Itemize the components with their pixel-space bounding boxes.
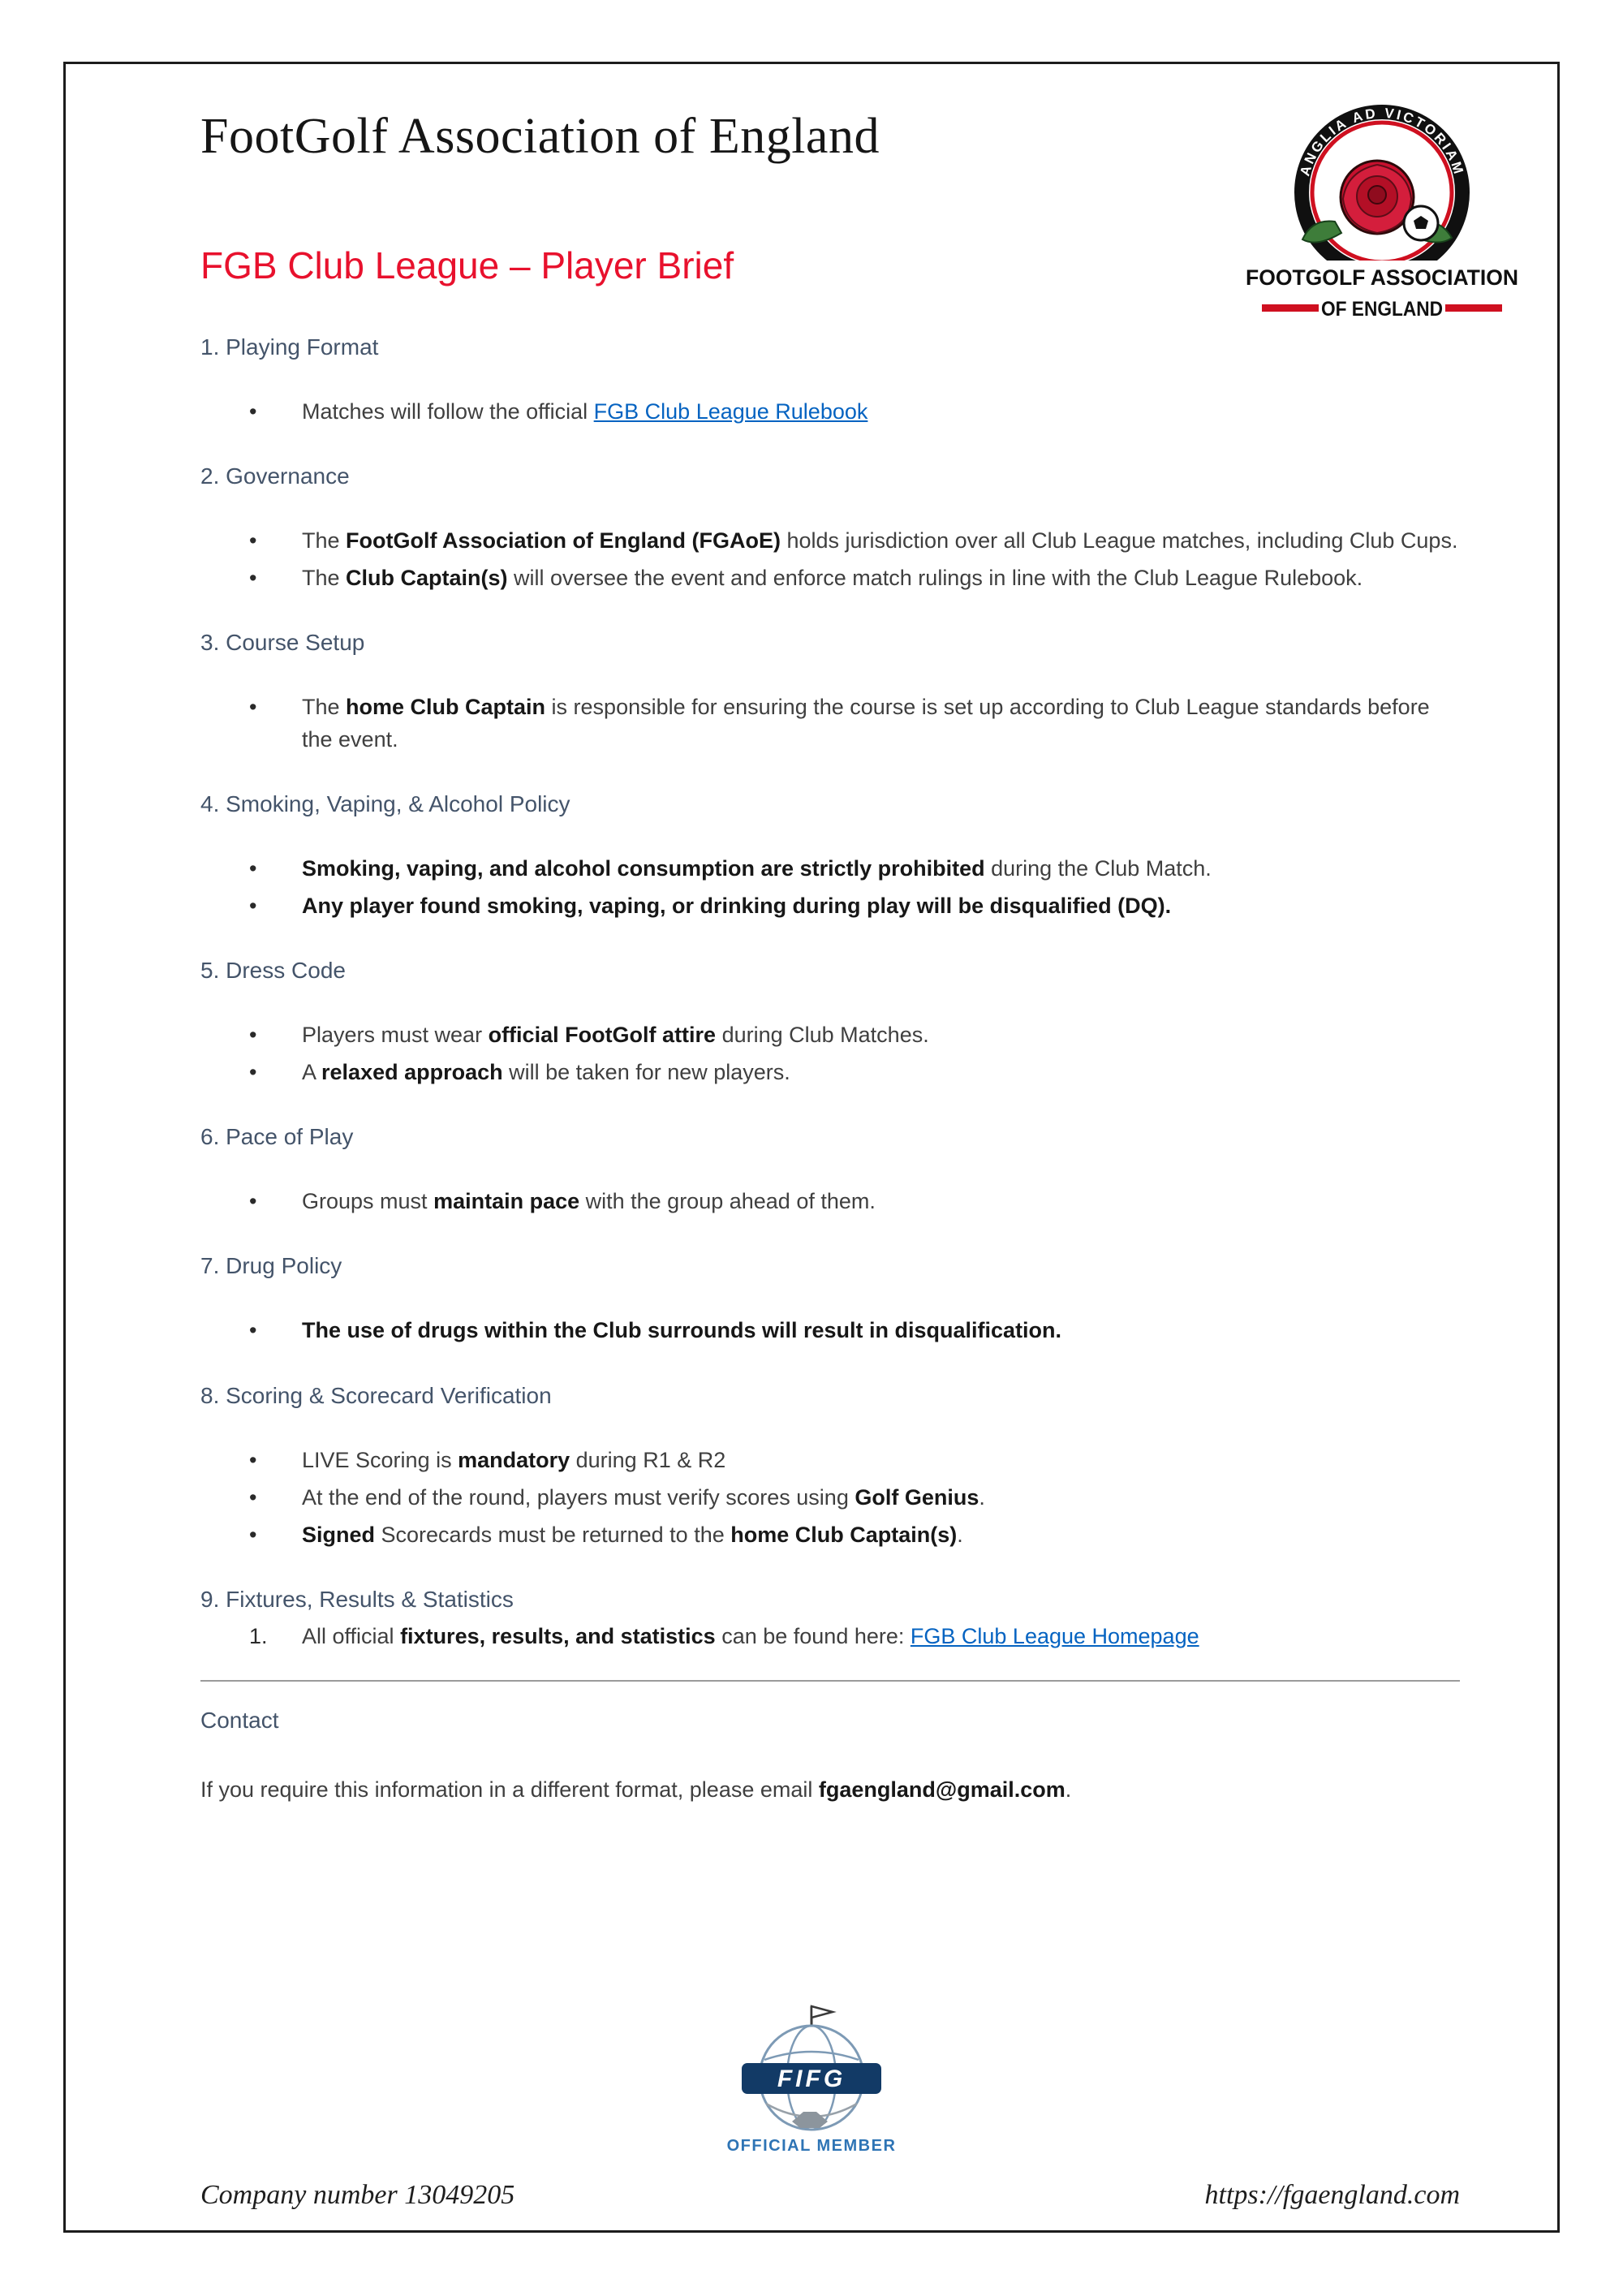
- bold-text: The use of drugs within the Club surrounds will result in disqualification.: [302, 1318, 1062, 1343]
- list-item: [200, 525, 1460, 557]
- fifg-label: FIFG: [777, 2066, 846, 2092]
- section-list: [200, 1621, 1460, 1652]
- bold-text: Golf Genius: [855, 1484, 979, 1510]
- website-url: https://fgaengland.com: [1204, 2180, 1460, 2210]
- bullet-icon: •: [249, 855, 257, 881]
- bullet-icon: •: [249, 1447, 257, 1472]
- list-item: [200, 1057, 1460, 1088]
- section-divider: [200, 1680, 1460, 1682]
- list-item: [200, 1019, 1460, 1051]
- list-item: [200, 1621, 1460, 1652]
- body-text: during R1 & R2: [570, 1447, 726, 1472]
- body-text: All official: [302, 1623, 401, 1648]
- body-text: Scorecards must be returned to the: [375, 1522, 731, 1547]
- page-title: FootGolf Association of England: [200, 109, 880, 164]
- list-item: [200, 1186, 1460, 1217]
- flag-icon: [812, 2006, 833, 2018]
- section-list: [200, 1315, 1460, 1346]
- company-number: Company number 13049205: [200, 2180, 515, 2210]
- fifg-logo-icon: [724, 2000, 899, 2131]
- hyperlink[interactable]: FGB Club League Rulebook: [593, 399, 868, 424]
- bullet-icon: •: [249, 1022, 257, 1047]
- body-text: The: [302, 566, 347, 591]
- section-list: [200, 1019, 1460, 1088]
- body-text: The: [302, 695, 347, 720]
- body-text: Matches will follow the official: [302, 399, 594, 424]
- body-text: with the group ahead of them.: [579, 1189, 876, 1214]
- document-subtitle: FGB Club League – Player Brief: [200, 244, 734, 286]
- body-text: At the end of the round, players must verify scores using: [302, 1484, 855, 1510]
- bullet-icon: •: [249, 566, 257, 591]
- body-text: during Club Matches.: [716, 1022, 929, 1047]
- hyperlink[interactable]: FGB Club League Homepage: [910, 1623, 1199, 1648]
- section-heading: 3. Course Setup: [200, 630, 365, 656]
- number-label: 1.: [249, 1623, 268, 1648]
- body-text: Players must wear: [302, 1022, 489, 1047]
- bold-text: home Club Captain: [346, 695, 546, 720]
- bullet-icon: •: [249, 1522, 257, 1547]
- section-list: [200, 1445, 1460, 1551]
- official-member-label: OFFICIAL MEMBER: [726, 2137, 897, 2155]
- list-item: [200, 890, 1460, 922]
- section-list: [200, 525, 1460, 594]
- bold-text: official FootGolf attire: [488, 1022, 717, 1047]
- section-list: [200, 396, 1460, 428]
- logo-text-line1: FOOTGOLF ASSOCIATION: [1246, 265, 1518, 290]
- list-item: [200, 691, 1460, 755]
- logo-text-line2: OF ENGLAND: [1321, 298, 1443, 321]
- bold-text: fixtures, results, and statistics: [400, 1623, 716, 1648]
- body-text: can be found here:: [715, 1623, 911, 1648]
- section-heading: 7. Drug Policy: [200, 1253, 342, 1279]
- section-list: [200, 691, 1460, 755]
- bullet-icon: •: [249, 1318, 257, 1343]
- bullet-icon: •: [249, 1060, 257, 1085]
- contact-paragraph: [200, 1774, 1460, 1806]
- section-list: [200, 1186, 1460, 1217]
- section-heading: 2. Governance: [200, 463, 350, 489]
- body-text: will be taken for new players.: [502, 1060, 790, 1085]
- bullet-icon: •: [249, 1484, 257, 1510]
- section-heading: 6. Pace of Play: [200, 1124, 354, 1150]
- bullet-icon: •: [249, 695, 257, 720]
- list-item: [200, 1445, 1460, 1476]
- logo-motto: ANGLIA AD VICTORIAM: [1297, 105, 1467, 179]
- body-text: .: [957, 1522, 963, 1547]
- sections-container: [200, 334, 1460, 1652]
- list-item: [200, 1482, 1460, 1514]
- bold-text: mandatory: [458, 1447, 570, 1472]
- bold-text: Signed: [302, 1522, 376, 1547]
- bold-text: relaxed approach: [321, 1060, 503, 1085]
- body-text: Groups must: [302, 1189, 434, 1214]
- bold-text: Any player found smoking, vaping, or drinking during play will be disqualified (DQ).: [302, 893, 1172, 918]
- section-heading: 5. Dress Code: [200, 957, 346, 983]
- section-heading: 8. Scoring & Scorecard Verification: [200, 1382, 552, 1408]
- bold-text: Smoking, vaping, and alcohol consumption are strictly prohibited: [302, 855, 985, 881]
- bold-text: fgaengland@gmail.com: [818, 1777, 1065, 1803]
- bullet-icon: •: [249, 399, 257, 424]
- bold-text: Club Captain(s): [346, 566, 508, 591]
- section-heading: 4. Smoking, Vaping, & Alcohol Policy: [200, 790, 570, 816]
- fgaoe-logo: [1241, 100, 1523, 344]
- body-text: .: [979, 1484, 985, 1510]
- page-border: [63, 62, 1560, 2233]
- list-item: [200, 1519, 1460, 1551]
- footer-row: [200, 2180, 1460, 2211]
- body-text: will oversee the event and enforce match rulings in line with the Club League Rulebook.: [507, 566, 1363, 591]
- bold-text: FootGolf Association of England (FGAoE): [346, 528, 781, 554]
- body-text: is responsible for ensuring the course is set up according to Club League standards before the event.: [302, 695, 1430, 752]
- list-item: [200, 1315, 1460, 1346]
- fifg-member-block: [66, 2000, 1557, 2156]
- body-text: The: [302, 528, 347, 554]
- contact-heading: Contact: [200, 1708, 279, 1734]
- fgaoe-badge-icon: [1241, 100, 1523, 340]
- list-item: [200, 396, 1460, 428]
- section-heading: 9. Fixtures, Results & Statistics: [200, 1586, 514, 1612]
- list-item: [200, 853, 1460, 885]
- body-text: .: [1065, 1777, 1072, 1803]
- bold-text: maintain pace: [433, 1189, 580, 1214]
- body-text: holds jurisdiction over all Club League matches, including Club Cups.: [780, 528, 1458, 554]
- section-list: [200, 853, 1460, 922]
- body-text: If you require this information in a different format, please email: [200, 1777, 819, 1803]
- bold-text: home Club Captain(s): [730, 1522, 958, 1547]
- list-item: [200, 562, 1460, 594]
- body-text: during the Club Match.: [984, 855, 1212, 881]
- body-text: A: [302, 1060, 322, 1085]
- section-heading: 1. Playing Format: [200, 334, 379, 360]
- bullet-icon: •: [249, 893, 257, 918]
- body-text: LIVE Scoring is: [302, 1447, 458, 1472]
- bullet-icon: •: [249, 1189, 257, 1214]
- bullet-icon: •: [249, 528, 257, 554]
